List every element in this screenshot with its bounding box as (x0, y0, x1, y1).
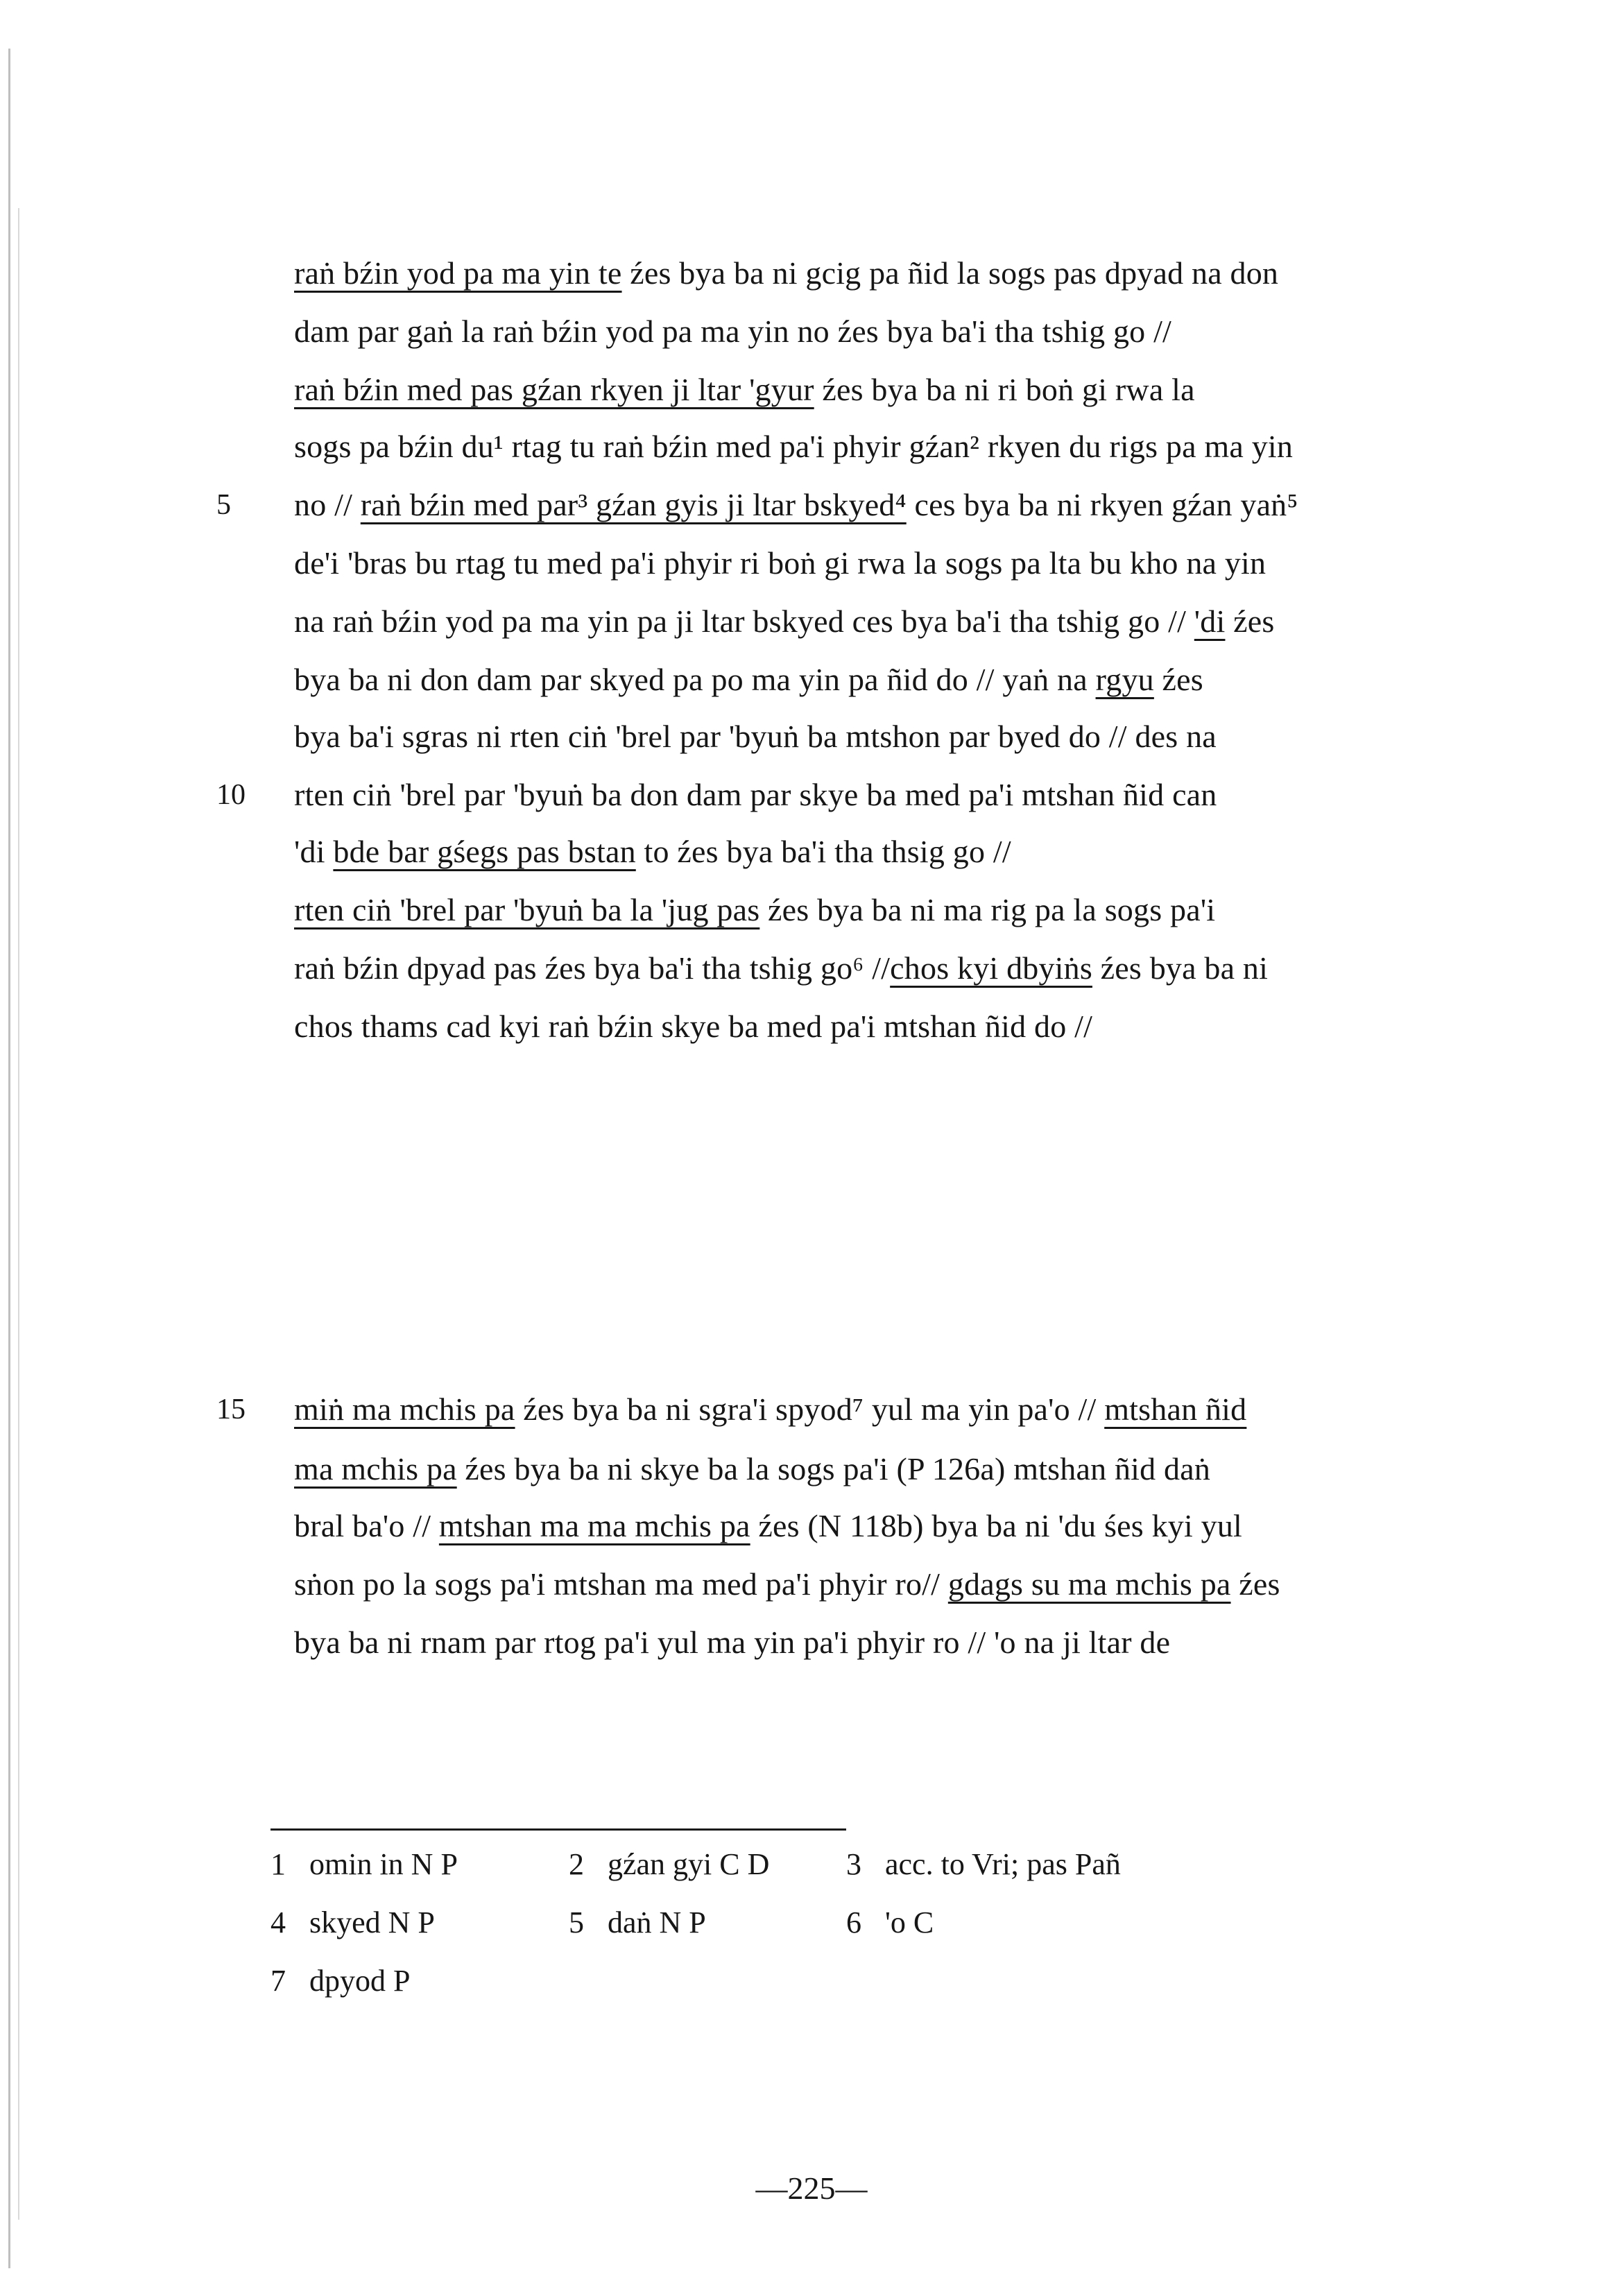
binding-edge (8, 49, 10, 2268)
footnote-number: 2 (569, 1847, 584, 1881)
text-segment: bya ba ni rnam par rtog pa'i yul ma yin pa'i phyir ro // 'o na ji ltar de (294, 1625, 1171, 1660)
text-segment: na raṅ bźin yod pa ma yin pa ji ltar bskyed ces bya ba'i tha tshig go // (294, 603, 1194, 639)
footnote-number: 7 (270, 1964, 286, 1998)
footnote-text: daṅ N P (608, 1905, 706, 1939)
lemma-segment: raṅ bźin med par³ gźan gyis ji ltar bskyed⁴ (360, 487, 907, 522)
text-line (294, 717, 1217, 756)
text-line (294, 1565, 1280, 1604)
text-segment: rten ciṅ 'brel par 'byuṅ ba don dam par skye ba med pa'i mtshan ñid can (294, 777, 1217, 812)
lemma-segment: raṅ bźin med pas gźan rkyen ji ltar 'gyur (294, 372, 814, 407)
text-segment: źes bya ba ni ri boṅ gi rwa la (814, 372, 1195, 407)
text-line (294, 1450, 1210, 1489)
text-segment: dam par gaṅ la raṅ bźin yod pa ma yin no źes bya ba'i tha tshig go // (294, 314, 1172, 349)
text-line (294, 254, 1278, 293)
text-line (294, 891, 1215, 929)
text-segment: źes bya ba ni gcig pa ñid la sogs pas dpyad na don (621, 255, 1279, 291)
text-segment: chos thams cad kyi raṅ bźin skye ba med pa'i mtshan ñid do // (294, 1009, 1093, 1044)
text-segment: źes (1153, 662, 1203, 697)
text-segment: bya ba ni don dam par skyed pa po ma yin pa ñid do // yaṅ na (294, 662, 1096, 697)
footnote-text: acc. to Vri; pas Pañ (885, 1847, 1121, 1881)
text-segment: źes bya ba ni ma rig pa la sogs pa'i (759, 892, 1216, 927)
text-segment: ces bya ba ni rkyen gźan yaṅ⁵ (906, 487, 1298, 522)
footnote-text: omin in N P (309, 1847, 458, 1881)
text-line (294, 776, 1217, 814)
text-segment: źes bya ba ni sgra'i spyod⁷ yul ma yin pa'o // (515, 1391, 1105, 1427)
lemma-segment: rgyu (1095, 662, 1154, 697)
lemma-segment: chos kyi dbyiṅs (890, 950, 1092, 986)
footnote (270, 1903, 435, 1942)
text-segment: de'i 'bras bu rtag tu med pa'i phyir ri boṅ gi rwa la sogs pa lta bu kho na yin (294, 545, 1266, 581)
text-line (294, 949, 1268, 988)
text-segment: raṅ bźin dpyad pas źes bya ba'i tha tshig go⁶ // (294, 950, 891, 986)
text-line (294, 486, 1298, 524)
text-line (294, 1507, 1242, 1545)
text-segment: sṅon po la sogs pa'i mtshan ma med pa'i phyir ro// (294, 1566, 948, 1602)
footnote-number: 6 (846, 1905, 861, 1939)
text-line (294, 1390, 1246, 1429)
text-line (294, 312, 1171, 351)
text-segment: źes bya ba ni skye ba la sogs pa'i (P 126a) mtshan ñid daṅ (456, 1451, 1211, 1487)
text-segment: bya ba'i sgras ni rten ciṅ 'brel par 'byuṅ ba mtshon par byed do // des na (294, 719, 1217, 754)
lemma-segment: mtshan ñid (1104, 1391, 1247, 1427)
footnote (569, 1845, 769, 1884)
text-segment: bral ba'o // (294, 1508, 439, 1543)
footnote-number: 4 (270, 1905, 286, 1939)
text-line (294, 370, 1195, 409)
text-line (294, 602, 1275, 641)
lemma-segment: miṅ ma mchis pa (294, 1391, 515, 1427)
binding-edge-inner (18, 208, 19, 2220)
footnote-text: gźan gyi C D (608, 1847, 770, 1881)
text-segment: 'di (294, 834, 334, 869)
text-segment: to źes bya ba'i tha thsig go // (635, 834, 1011, 869)
lemma-segment: ma mchis pa (294, 1451, 457, 1487)
footnote-number: 3 (846, 1847, 861, 1881)
footnote (569, 1903, 706, 1942)
text-segment: źes (1230, 1566, 1280, 1602)
page-number: —225— (755, 2170, 868, 2206)
text-line (294, 1623, 1170, 1662)
text-line (294, 660, 1203, 699)
footnote-text: 'o C (885, 1905, 934, 1939)
lemma-segment: rten ciṅ 'brel par 'byuṅ ba la 'jug pas (294, 892, 760, 927)
text-line (294, 1007, 1092, 1046)
footnote (270, 1962, 410, 2001)
lemma-segment: mtshan ma ma mchis pa (438, 1508, 750, 1543)
lemma-segment: bde bar gśegs pas bstan (333, 834, 636, 869)
text-segment: źes bya ba ni (1092, 950, 1269, 986)
lemma-segment: 'di (1194, 603, 1226, 639)
lemma-segment: gdags su ma mchis pa (947, 1566, 1231, 1602)
footnote-number: 5 (569, 1905, 584, 1939)
text-line (294, 427, 1293, 466)
footnote (846, 1845, 1121, 1884)
footnote (846, 1903, 934, 1942)
text-segment: źes (1225, 603, 1275, 639)
text-line (294, 544, 1266, 583)
text-segment: źes (N 118b) bya ba ni 'du śes kyi yul (750, 1508, 1243, 1543)
lemma-segment: raṅ bźin yod pa ma yin te (294, 255, 622, 291)
text-segment: sogs pa bźin du¹ rtag tu raṅ bźin med pa'i phyir gźan² rkyen du rigs pa ma yin (294, 429, 1294, 464)
footnote-number: 1 (270, 1847, 286, 1881)
line-number: 5 (216, 489, 231, 521)
text-segment: no // (294, 487, 361, 522)
footnote (270, 1845, 458, 1884)
line-number: 15 (216, 1394, 246, 1425)
footnote-text: skyed N P (309, 1905, 435, 1939)
footnote-text: dpyod P (309, 1964, 411, 1998)
text-line (294, 832, 1011, 871)
footnote-rule (270, 1828, 846, 1831)
line-number: 10 (216, 779, 246, 811)
